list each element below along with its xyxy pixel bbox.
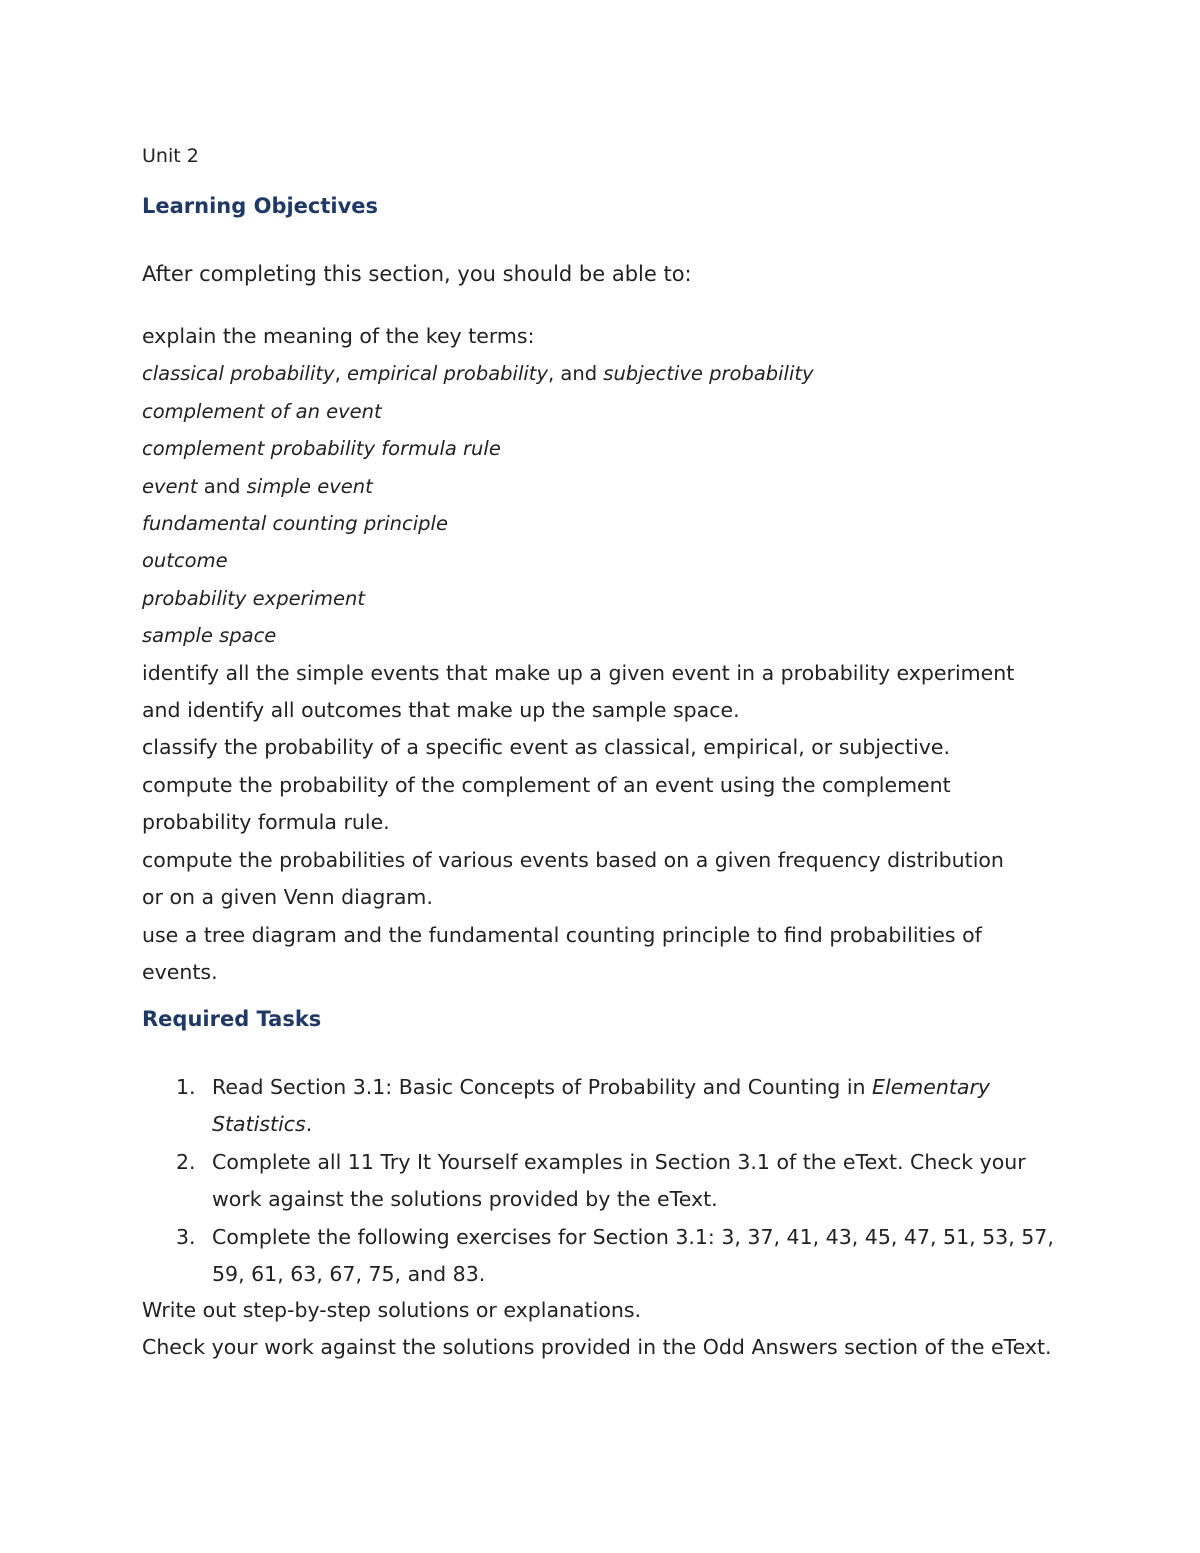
task-number: 1. bbox=[176, 1075, 196, 1099]
term-separator: and bbox=[197, 474, 247, 498]
key-term-counting-principle: fundamental counting principle bbox=[142, 512, 448, 536]
term-empirical: empirical probability bbox=[347, 362, 548, 386]
task-text-part: Read Section 3.1: Basic Concepts of Probability and Counting in bbox=[212, 1075, 873, 1099]
required-tasks-heading: Required Tasks bbox=[142, 1007, 322, 1031]
task-text bbox=[212, 1069, 1062, 1144]
key-term-outcome: outcome bbox=[142, 549, 228, 573]
term-subjective: subjective probability bbox=[603, 362, 814, 386]
objectives-intro: After completing this section, you should be able to: bbox=[142, 262, 692, 286]
key-term-probability-experiment: probability experiment bbox=[142, 586, 366, 610]
key-term-sample-space: sample space bbox=[142, 624, 277, 648]
task-notes bbox=[142, 1292, 1072, 1367]
objective-line: or on a given Venn diagram. bbox=[142, 885, 433, 910]
term-event: event bbox=[142, 474, 198, 498]
key-term-complement: complement of an event bbox=[142, 399, 382, 423]
task-item bbox=[142, 1219, 1072, 1294]
task-number: 3. bbox=[176, 1224, 196, 1249]
objective-line: probability formula rule. bbox=[142, 810, 390, 835]
task-item bbox=[142, 1069, 1072, 1144]
task-text: Complete the following exercises for Section 3.1: 3, 37, 41, 43, 45, 47, 51, 53, 57, 59, 61, 63, 67, 75, and 83. bbox=[212, 1224, 1054, 1287]
learning-objectives-heading: Learning Objectives bbox=[142, 194, 379, 218]
required-tasks-list bbox=[142, 1069, 1072, 1293]
term-separator: , bbox=[334, 362, 347, 386]
book-title: Elementary Statistics bbox=[212, 1075, 991, 1137]
term-separator: , and bbox=[547, 362, 604, 386]
term-simple-event: simple event bbox=[246, 474, 373, 498]
objective-line: compute the probabilities of various events based on a given frequency distribution bbox=[142, 847, 1004, 872]
key-term-event bbox=[142, 468, 1072, 505]
task-number: 2. bbox=[176, 1149, 196, 1174]
objective-line: compute the probability of the complement of an event using the complement bbox=[142, 772, 951, 797]
task-note-line: Check your work against the solutions provided in the Odd Answers section of the eText. bbox=[142, 1335, 1052, 1360]
objective-line: identify all the simple events that make up a given event in a probability experiment bbox=[142, 660, 1015, 685]
explain-line: explain the meaning of the key terms: bbox=[142, 324, 535, 348]
objectives-list bbox=[142, 318, 1072, 991]
key-term-complement-rule: complement probability formula rule bbox=[142, 437, 501, 461]
key-term-probability-types bbox=[142, 355, 1072, 392]
objective-line: use a tree diagram and the fundamental counting principle to find probabilities of bbox=[142, 922, 982, 947]
task-item bbox=[142, 1144, 1072, 1219]
term-classical: classical probability bbox=[142, 362, 335, 386]
task-text-part: . bbox=[305, 1112, 313, 1137]
unit-label: Unit 2 bbox=[142, 145, 199, 167]
objective-line: classify the probability of a specific event as classical, empirical, or subjective. bbox=[142, 735, 950, 760]
objective-line: and identify all outcomes that make up the sample space. bbox=[142, 698, 740, 723]
task-text: Complete all 11 Try It Yourself examples in Section 3.1 of the eText. Check your work against the solutions provided by the eText. bbox=[212, 1149, 1026, 1212]
objective-line: events. bbox=[142, 959, 218, 984]
task-note-line: Write out step-by-step solutions or explanations. bbox=[142, 1298, 642, 1322]
